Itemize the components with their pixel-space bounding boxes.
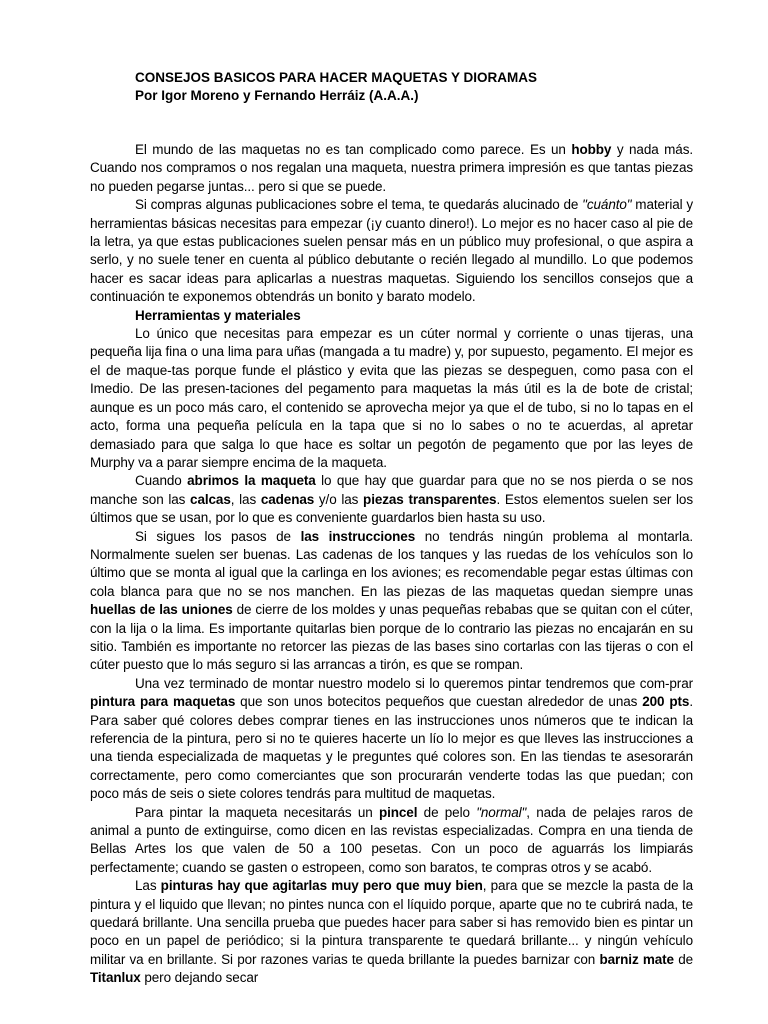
text-run: pero dejando secar <box>140 970 259 986</box>
bold-term: 200 pts <box>642 694 690 710</box>
bold-term: piezas transparentes <box>363 491 497 507</box>
text-run: , nada de pelajes raros de animal a punto de extinguirse, como dicen en las revistas especializadas. Compra en una tienda de Bellas Artes los que valen de 50 a 100 pesetas. Con un poco de aguarrás los limpiarás perfectamente; cuando se gasten o estropeen, como son baratos, te compras otros y se acabó. <box>90 804 693 875</box>
bold-term: cadenas <box>260 491 315 507</box>
text-run: , las <box>230 491 261 507</box>
text-run: de cierre de los moldes y unas pequeñas rebabas que se quitan con el cúter, con la lija o la lima. Es importante quitarlas bien porque de lo contrario las piezas no encajarán en su sitio. También es importante no retorcer las piezas de las bases sino cortarlas con las tijeras o con el cúter puesto que lo más seguro si las arrancas a tirón, es que se rompan. <box>90 602 693 673</box>
text-run: . Estos elementos suelen ser los últimos que se usan, por lo que es conveniente guardarlos bien hasta su uso. <box>90 491 693 526</box>
text-run: de <box>673 951 694 967</box>
text-run: Cuando <box>135 473 188 489</box>
text-run: lo que hay que guardar para que no se nos pierda o se nos manche son las <box>90 473 693 507</box>
text-run: Una vez terminado de montar nuestro modelo si lo queremos pintar tendremos que com-prar <box>135 675 693 691</box>
text-run: que son unos botecitos pequeños que cuestan alrededor de unas <box>235 694 643 710</box>
text-run: de pelo <box>417 804 477 820</box>
section-heading <box>90 307 693 325</box>
text-run: El mundo de las maquetas no es tan complicado como parece. Es un <box>135 142 572 157</box>
bold-term: Herramientas y materiales <box>135 307 301 323</box>
italic-term: "cuánto" <box>582 197 632 213</box>
bold-term: pinturas hay que agitarlas muy pero que muy bien <box>160 878 483 894</box>
paragraph <box>90 675 693 804</box>
document-authors: Por Igor Moreno y Fernando Herráiz (A.A.A.) <box>135 88 419 103</box>
bold-term: huellas de las uniones <box>90 602 233 618</box>
document-body <box>90 141 693 988</box>
text-run: Lo único que necesitas para empezar es un cúter normal y corriente o unas tijeras, una pequeña lija fina o una lima para uñas (mangada a tu madre) y, por supuesto, pegamento. El mejor es el de maque-tas porque funde el plástico y evita que las piezas se despeguen, como pasa con el Imedio. De las presen-taciones del pegamento para maquetas la más útil es la de bote de cristal; aunque es un poco más caro, el contenido se aprovecha mejor ya que el de tubo, si no lo tapas en el acto, forma una pequeña película en la tapa que si no lo sabes o no te acuerdas, al apretar demasiado para que salga lo que hace es soltar un pegotón de pegamento que por las leyes de Murphy va a parar siempre encima de la maqueta. <box>90 326 693 470</box>
paragraph <box>90 804 693 878</box>
text-run: no tendrás ningún problema al montarla. Normalmente suelen ser buenas. Las cadenas de los tanques y las ruedas de los vehículos son lo último que se monta al igual que la carlinga en los aviones; es recomendable pegar estas últimas con cola blanca para que no se nos manchen. En las piezas de las maquetas quedan siempre unas <box>90 528 694 599</box>
text-run: y nada más. Cuando nos compramos o nos regalan una maqueta, nuestra primera impresión es que tantas piezas no pueden pegarse juntas... pero si que se puede. <box>90 142 693 194</box>
paragraph <box>90 141 693 196</box>
bold-term: hobby <box>571 142 612 157</box>
italic-term: "normal" <box>476 804 527 820</box>
text-run: Las <box>135 878 161 894</box>
paragraph <box>90 472 693 527</box>
bold-term: pintura para maquetas <box>90 694 236 710</box>
bold-term: barniz mate <box>599 951 674 967</box>
bold-term: pincel <box>378 804 418 820</box>
document-title: CONSEJOS BASICOS PARA HACER MAQUETAS Y DIORAMAS <box>135 70 538 85</box>
text-run: material y herramientas básicas necesitas para empezar (¡y cuanto dinero!). Lo mejor es no hacer caso al pie de la letra, ya que estas publicaciones suelen pensar más en un público muy profesional, o que aspira a serlo, y no suele tener en cuenta al público debutante o recién llegado al mundillo. Lo que podemos hacer es sacar ideas para aplicarlas a nuestras maquetas. Siguiendo los sencillos consejos que a continuación te exponemos obtendrás un bonito y barato modelo. <box>90 197 693 305</box>
bold-term: calcas <box>190 491 231 507</box>
bold-term: abrimos la maqueta <box>187 473 316 489</box>
bold-term: Titanlux <box>90 970 141 986</box>
text-run: y/o las <box>314 491 364 507</box>
paragraph <box>90 528 693 675</box>
text-run: Para pintar la maqueta necesitarás un <box>135 804 379 820</box>
text-run: Si sigues los pasos de <box>135 528 301 544</box>
text-run: , para que se mezcle la pasta de la pintura y el liquido que llevan; no pintes nunca con el líquido porque, aparte que no te cubrirá nada, te quedará brillante. Una sencilla prueba que puedes hacer para saber si has removido bien es pintar un poco en un papel de periódico; si la pintura transparente te quedará brillante... y ningún vehículo militar va en brillante. Si por razones varias te queda brillante la puedes barnizar con <box>90 878 693 967</box>
bold-term: las instrucciones <box>300 528 416 544</box>
paragraph <box>90 877 693 987</box>
paragraph <box>90 325 693 472</box>
paragraph <box>90 196 693 306</box>
text-run: Si compras algunas publicaciones sobre el tema, te quedarás alucinado de <box>135 197 583 213</box>
text-run: . Para saber qué colores debes comprar tienes en las instrucciones unos números que te indican la referencia de la pintura, pero si no te quieres hacerte un lío lo mejor es que lleves las instrucciones a una tienda especializada de maquetas y le preguntes qué colores son. En las tiendas te asesorarán correctamente, pero como comerciantes que son procurarán venderte todas las que puedan; con poco más de seis o siete colores tendrás para multitud de maquetas. <box>90 694 693 802</box>
